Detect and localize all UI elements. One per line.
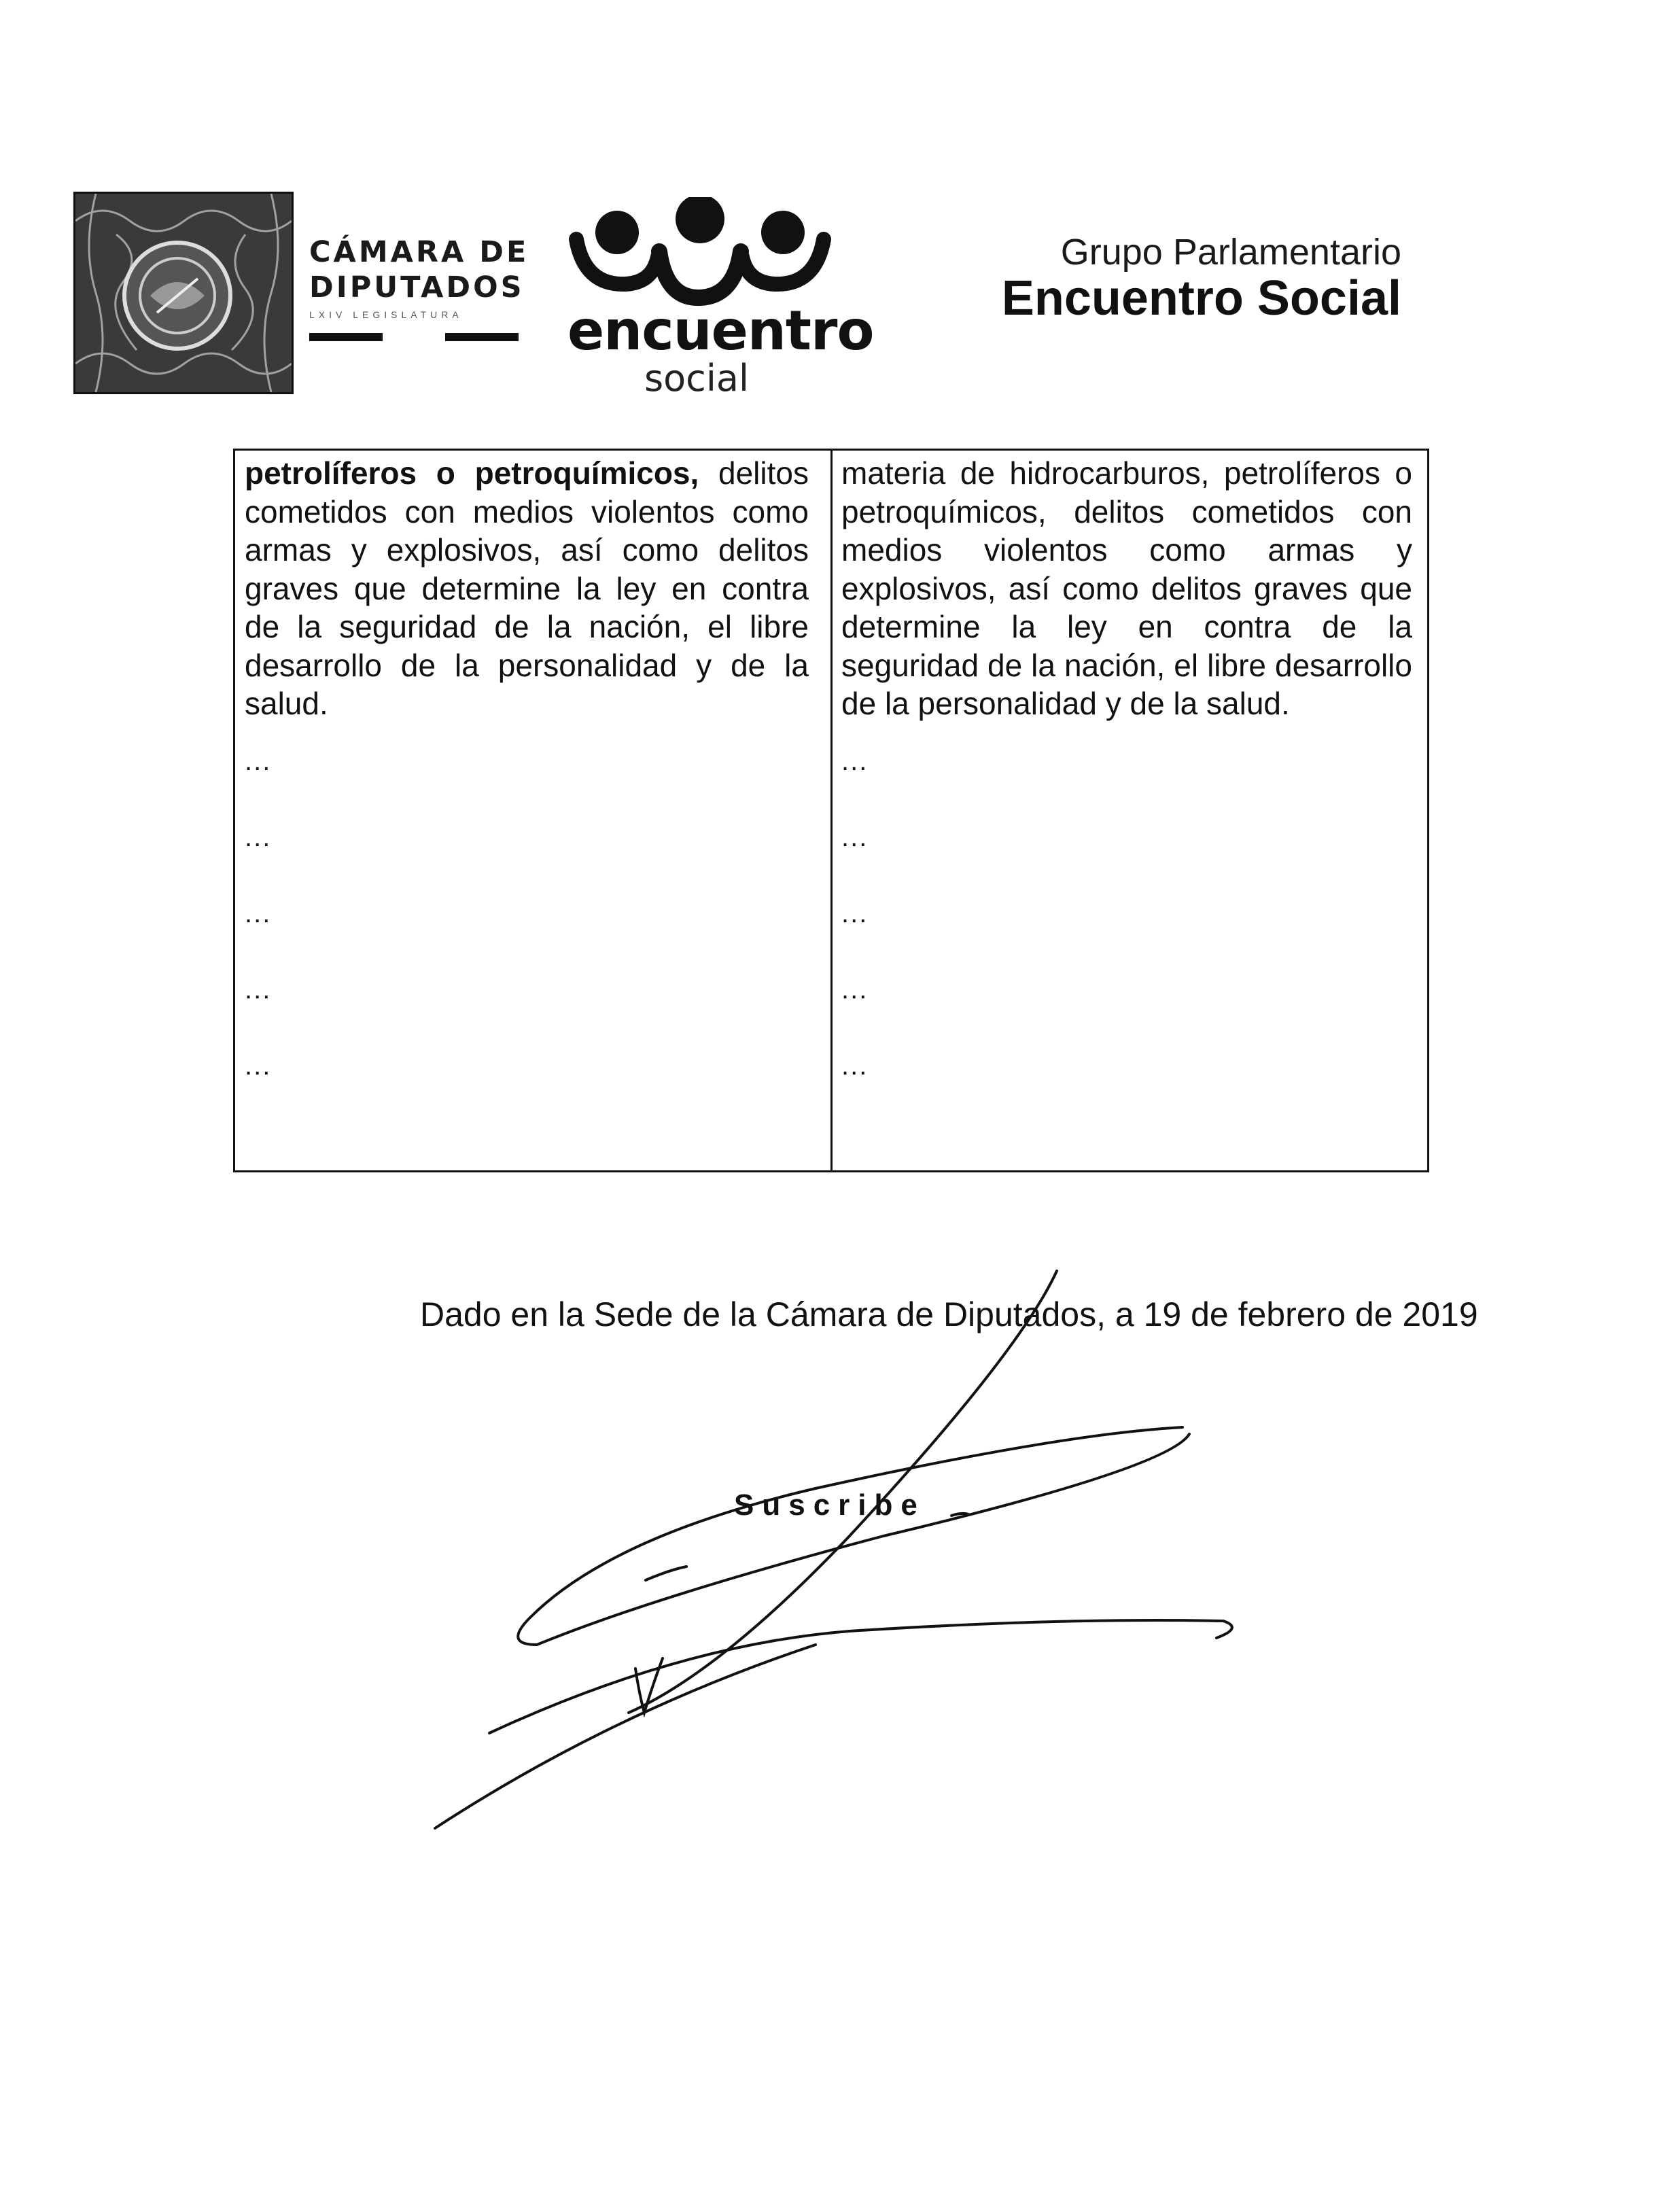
grupo-parlamentario-label: Grupo Parlamentario [1060, 232, 1401, 273]
left-cell-paragraph [245, 454, 809, 723]
table-cell-right [841, 454, 1412, 1104]
right-ellipsis: ... [841, 822, 869, 852]
left-cell-text: delitos cometidos con medios violentos como armas y explosivos, así como delitos graves que determine la ley en contra de la seguridad de la nación, el libre desarrollo de la personalidad y de la salud. [245, 455, 809, 721]
camara-seal-logo [73, 192, 294, 394]
right-ellipsis: ... [841, 898, 869, 928]
table-cell-left [245, 454, 809, 1104]
suscribe-label: Suscribe [734, 1488, 926, 1522]
camara-legislatura: LXIV LEGISLATURA [309, 309, 463, 320]
table-column-divider [830, 449, 833, 1172]
right-cell-paragraph: materia de hidrocarburos, petrolíferos o petroquímicos, delitos cometidos con medios violentos como armas y explosivos, así como delitos graves que determine la ley en contra de la seguridad de la nación, el libre desarrollo de la personalidad y de la salud. [841, 455, 1412, 721]
camara-bar-left [309, 333, 383, 341]
logo-word-encuentro: encuentro [567, 299, 874, 362]
left-ellipsis: ... [245, 1050, 272, 1081]
left-ellipsis: ... [245, 898, 272, 928]
left-cell-bold-lead: petrolíferos o petroquímicos, [245, 455, 699, 491]
right-ellipsis: ... [841, 1050, 869, 1081]
left-ellipsis: ... [245, 974, 272, 1005]
date-place-line: Dado en la Sede de la Cámara de Diputados, a 19 de febrero de 2019 [420, 1295, 1478, 1333]
camara-line2: DIPUTADOS [309, 270, 525, 304]
camara-line1: CÁMARA DE [309, 235, 529, 269]
logo-word-social: social [644, 357, 749, 400]
right-ellipsis: ... [841, 974, 869, 1005]
left-ellipsis: ... [245, 746, 272, 776]
eagle-seal-icon [75, 194, 292, 392]
camara-title [309, 234, 529, 305]
camara-bar-right [445, 333, 519, 341]
right-ellipsis: ... [841, 746, 869, 776]
grupo-name: Encuentro Social [1001, 271, 1401, 326]
left-ellipsis: ... [245, 822, 272, 852]
